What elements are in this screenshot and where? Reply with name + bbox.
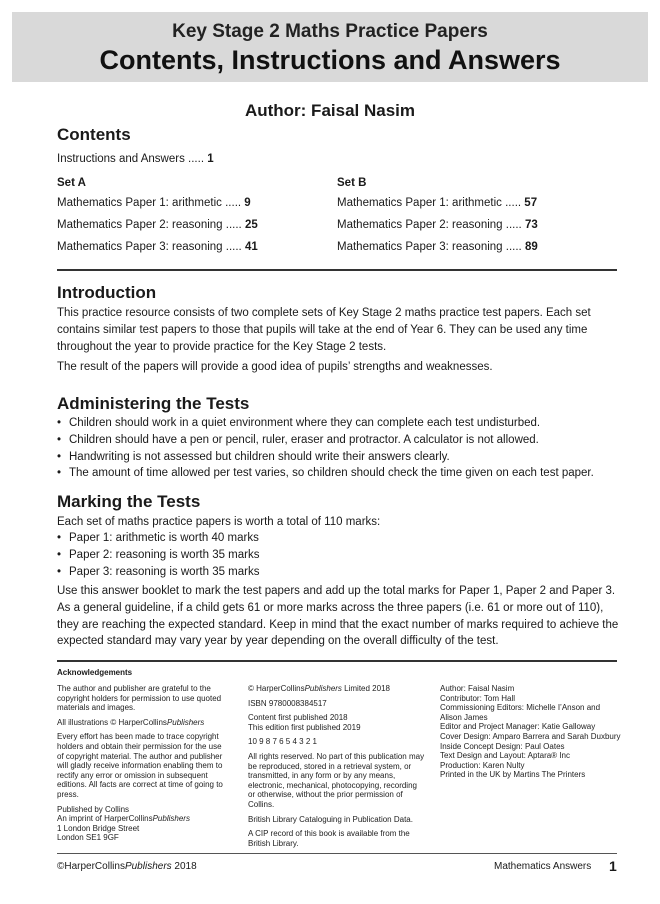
list-item: • Handwriting is not assessed but children should write their answers clearly. <box>57 449 627 466</box>
toc-dots: ..... <box>225 219 242 231</box>
ack-text: Publishers <box>152 814 190 824</box>
toc-dots: ..... <box>505 219 522 231</box>
toc-label: Mathematics Paper 3: reasoning <box>337 241 503 253</box>
page-number: 1 <box>609 858 617 874</box>
toc-row-instructions <box>57 153 214 165</box>
credit-line: Editor and Project Manager: Katie Galloway <box>440 722 596 732</box>
toc-label: Mathematics Paper 2: reasoning <box>337 219 503 231</box>
administering-heading: Administering the Tests <box>57 394 250 413</box>
ack-text: All illustrations © HarperCollins <box>57 717 167 727</box>
toc-page: 57 <box>524 197 538 209</box>
credit-line: Cover Design: Amparo Barrera and Sarah Duxbury <box>440 731 621 741</box>
marking-heading: Marking the Tests <box>57 492 201 511</box>
toc-row-set-b-3 <box>337 241 538 253</box>
footer-title: Mathematics Answers <box>494 861 592 872</box>
contents-heading: Contents <box>57 125 131 144</box>
ack-print-line: 10 9 8 7 6 5 4 3 2 1 <box>248 737 317 747</box>
toc-dots: ..... <box>225 197 242 209</box>
ack-text: Limited 2018 <box>341 684 390 693</box>
toc-page: 41 <box>244 241 258 253</box>
ack-text: Publishers <box>304 684 342 693</box>
list-item: • Paper 3: reasoning is worth 35 marks <box>57 564 627 581</box>
ack-copyright <box>248 684 426 694</box>
introduction-heading: Introduction <box>57 283 157 302</box>
marking-list <box>57 530 627 580</box>
ack-text: Publishers <box>166 717 205 727</box>
list-item: • Paper 1: arithmetic is worth 40 marks <box>57 530 627 547</box>
ack-cip: A CIP record of this book is available from the British Library. <box>248 829 410 848</box>
credit-line: Production: Karen Nulty <box>440 760 525 770</box>
divider <box>57 660 617 662</box>
header-banner <box>12 12 648 82</box>
acknowledgements-column-2 <box>248 684 426 853</box>
ack-publisher <box>57 805 225 843</box>
toc-label: Mathematics Paper 2: reasoning <box>57 219 223 231</box>
ack-text: This edition first published 2019 <box>248 722 361 732</box>
list-item: • Children should work in a quiet environment where they can complete each test undisturbed. <box>57 415 627 432</box>
footer-copyright <box>57 861 197 872</box>
ack-text: An imprint of HarperCollins <box>57 814 153 824</box>
toc-page: 89 <box>524 241 538 253</box>
list-item: • Children should have a pen or pencil, ruler, eraser and protractor. A calculator is not allowed. <box>57 432 627 449</box>
ack-published <box>248 713 426 732</box>
toc-row-set-b-2 <box>337 219 538 231</box>
credit-line: Author: Faisal Nasim <box>440 684 515 693</box>
credit-line: Commissioning Editors: Michelle I’Anson and Alison James <box>440 703 601 722</box>
set-b-heading: Set B <box>337 177 367 189</box>
acknowledgements-heading: Acknowledgements <box>57 668 133 677</box>
toc-label: Mathematics Paper 1: arithmetic <box>57 197 222 209</box>
credit-line: Printed in the UK by Martins The Printers <box>440 770 586 780</box>
ack-text: Published by Collins <box>57 804 130 814</box>
ack-rights: All rights reserved. No part of this publication may be reproduced, stored in a retrieval system, or transmitted, in any form or by any means, electronic, mechanical, photocopying, recording or otherwise, without the prior permission of Collins. <box>248 751 425 809</box>
toc-page: 1 <box>207 153 214 165</box>
ack-text: The author and publisher are grateful to the copyright holders for permission to use quoted materials and images. <box>57 684 222 713</box>
toc-label: Mathematics Paper 3: reasoning <box>57 241 223 253</box>
marking-paragraph: Use this answer booklet to mark the test papers and add up the total marks for Paper 1, Paper 2 and Paper 3. As a general guideline, if a child gets 61 or more marks across the three papers (i.e. 61 or more out of 110), they are reaching the expected standard. Keep in mind that the exact number of marks required to achieve the expected standard may vary year by year depending on the overall difficulty of the test. <box>57 585 619 648</box>
toc-dots: ..... <box>505 197 522 209</box>
toc-page: 73 <box>524 219 538 231</box>
toc-label: Instructions and Answers <box>57 153 185 165</box>
ack-text: London SE1 9GF <box>57 833 119 843</box>
toc-row-set-a-1 <box>57 197 251 209</box>
toc-page: 9 <box>244 197 251 209</box>
toc-row-set-a-3 <box>57 241 258 253</box>
author-line: Author: Faisal Nasim <box>244 101 416 120</box>
list-item: • The amount of time allowed per test varies, so children should check the time given on each test paper. <box>57 465 627 482</box>
footer-text: Publishers <box>124 861 172 872</box>
footer-divider <box>57 853 617 854</box>
credit-line: Inside Concept Design: Paul Oates <box>440 741 565 751</box>
footer-text: ©HarperCollins <box>57 861 125 872</box>
introduction-paragraph-2: The result of the papers will provide a good idea of pupils’ strengths and weaknesses. <box>57 361 493 373</box>
ack-text: 1 London Bridge Street <box>57 823 140 833</box>
ack-text: Every effort has been made to trace copyright holders and obtain their permission for the use of copyright material. The author and publisher will gladly receive information enabling them to rectify any error or omission in subsequent editions. All facts are correct at time of going to press. <box>57 732 223 799</box>
divider <box>57 269 617 271</box>
header-subtitle: Key Stage 2 Maths Practice Papers <box>172 21 488 42</box>
introduction-paragraph-1: This practice resource consists of two complete sets of Key Stage 2 maths practice test papers. Each set contains similar test papers to those that pupils will take at the end of Year 6. They can be used any time throughout the year to provide practice for the Key Stage 2 tests. <box>57 307 591 353</box>
administering-list <box>57 415 627 482</box>
toc-row-set-a-2 <box>57 219 258 231</box>
list-item: • Paper 2: reasoning is worth 35 marks <box>57 547 627 564</box>
toc-label: Mathematics Paper 1: arithmetic <box>337 197 502 209</box>
toc-dots: ..... <box>505 241 522 253</box>
ack-text: © HarperCollins <box>248 684 305 693</box>
toc-page: 25 <box>244 219 258 231</box>
toc-dots: ..... <box>188 153 205 165</box>
toc-row-set-b-1 <box>337 197 537 209</box>
ack-text: Content first published 2018 <box>248 713 348 723</box>
credit-line: Contributor: Tom Hall <box>440 693 515 703</box>
ack-cataloguing: British Library Cataloguing in Publication Data. <box>248 814 413 824</box>
toc-dots: ..... <box>225 241 242 253</box>
acknowledgements-column-3 <box>440 684 622 780</box>
marking-intro: Each set of maths practice papers is worth a total of 110 marks: <box>57 516 381 528</box>
footer-text: 2018 <box>171 861 197 872</box>
acknowledgements-column-1 <box>57 684 225 843</box>
set-a-heading: Set A <box>57 177 86 189</box>
ack-illustrations <box>57 718 225 728</box>
ack-isbn: ISBN 9780008384517 <box>248 698 327 708</box>
page-title: Contents, Instructions and Answers <box>99 45 561 75</box>
credit-line: Text Design and Layout: Aptara® Inc <box>440 751 570 761</box>
